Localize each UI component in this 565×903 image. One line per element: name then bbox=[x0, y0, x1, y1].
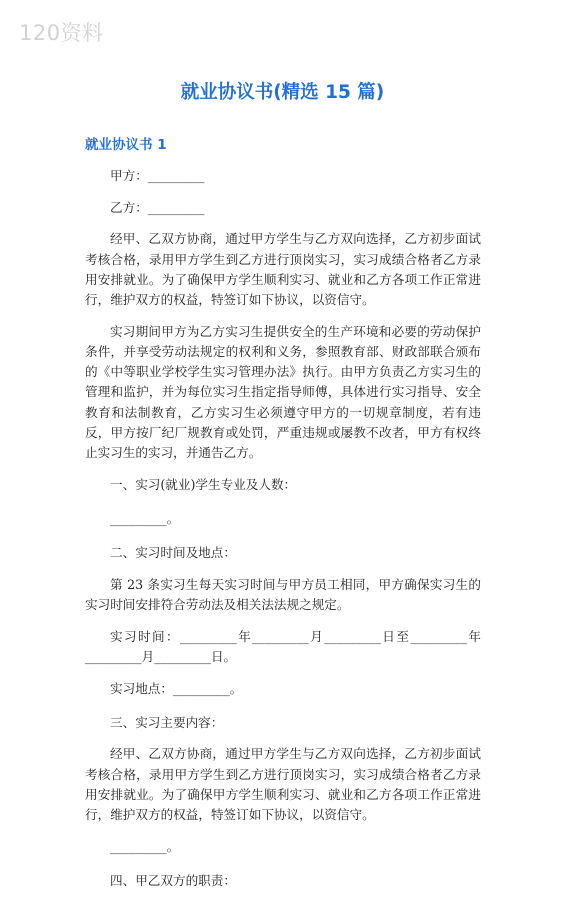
clause-heading: 三、实习主要内容： bbox=[110, 714, 224, 730]
body-paragraph: 经甲、乙双方协商，通过甲方学生与乙方双向选择，乙方初步面试考核合格，录用甲方学生到乙方进行顶岗实习，实习成绩合格者乙方录用安排就业。为了确保甲方学生顺利实习、就业和乙方各项工作正常进行，维护双方的权益，特签订如下协议，以资信守。 bbox=[85, 746, 481, 823]
document-title: 就业协议书(精选 15 篇) bbox=[180, 82, 385, 103]
section-heading: 就业协议书 1 bbox=[85, 137, 167, 153]
party-a-line: 甲方：_________ bbox=[110, 168, 205, 183]
party-b-line: 乙方：_________ bbox=[110, 199, 205, 215]
watermark: 120资料 bbox=[19, 21, 104, 45]
body-paragraph: 第 23 条实习生每天实习时间与甲方员工相同，甲方确保实习生的实习时间安排符合劳动法及相关法法规之规定。 bbox=[85, 576, 481, 612]
internship-time-line: 实习时间：_________年_________月_________日至_________年_________月_________日。 bbox=[85, 628, 481, 664]
clause-heading: 一、实习(就业)学生专业及人数： bbox=[110, 476, 297, 492]
clause-heading: 四、甲乙双方的职责： bbox=[110, 872, 236, 888]
document-body bbox=[85, 166, 481, 903]
clause-heading: 二、实习时间及地点： bbox=[110, 545, 236, 561]
internship-location-line: 实习地点：_________。 bbox=[110, 680, 243, 696]
body-paragraph: 实习期间甲方为乙方实习生提供安全的生产环境和必要的劳动保护条件，并享受劳动法规定的权利和义务，参照教育部、财政部联合颁布的《中等职业学校学生实习管理办法》执行。由甲方负责乙方实习生的管理和监护，并为每位实习生指定指导师傅，具体进行实习指导、安全教育和法制教育，乙方实习生必须遵守甲方的一切规章制度，若有违反，甲方按厂纪厂规教育或处罚，严重违规或屡教不改者，甲方有权终止实习生的实习，并通告乙方。 bbox=[85, 323, 481, 460]
blank-line: _________。 bbox=[110, 510, 180, 526]
blank-line: _________。 bbox=[110, 838, 180, 854]
body-paragraph: 经甲、乙双方协商，通过甲方学生与乙方双向选择，乙方初步面试考核合格，录用甲方学生到乙方进行顶岗实习，实习成绩合格者乙方录用安排就业。为了确保甲方学生顺利实习、就业和乙方各项工作正常进行，维护双方的权益，特签订如下协议，以资信守。 bbox=[85, 231, 481, 308]
